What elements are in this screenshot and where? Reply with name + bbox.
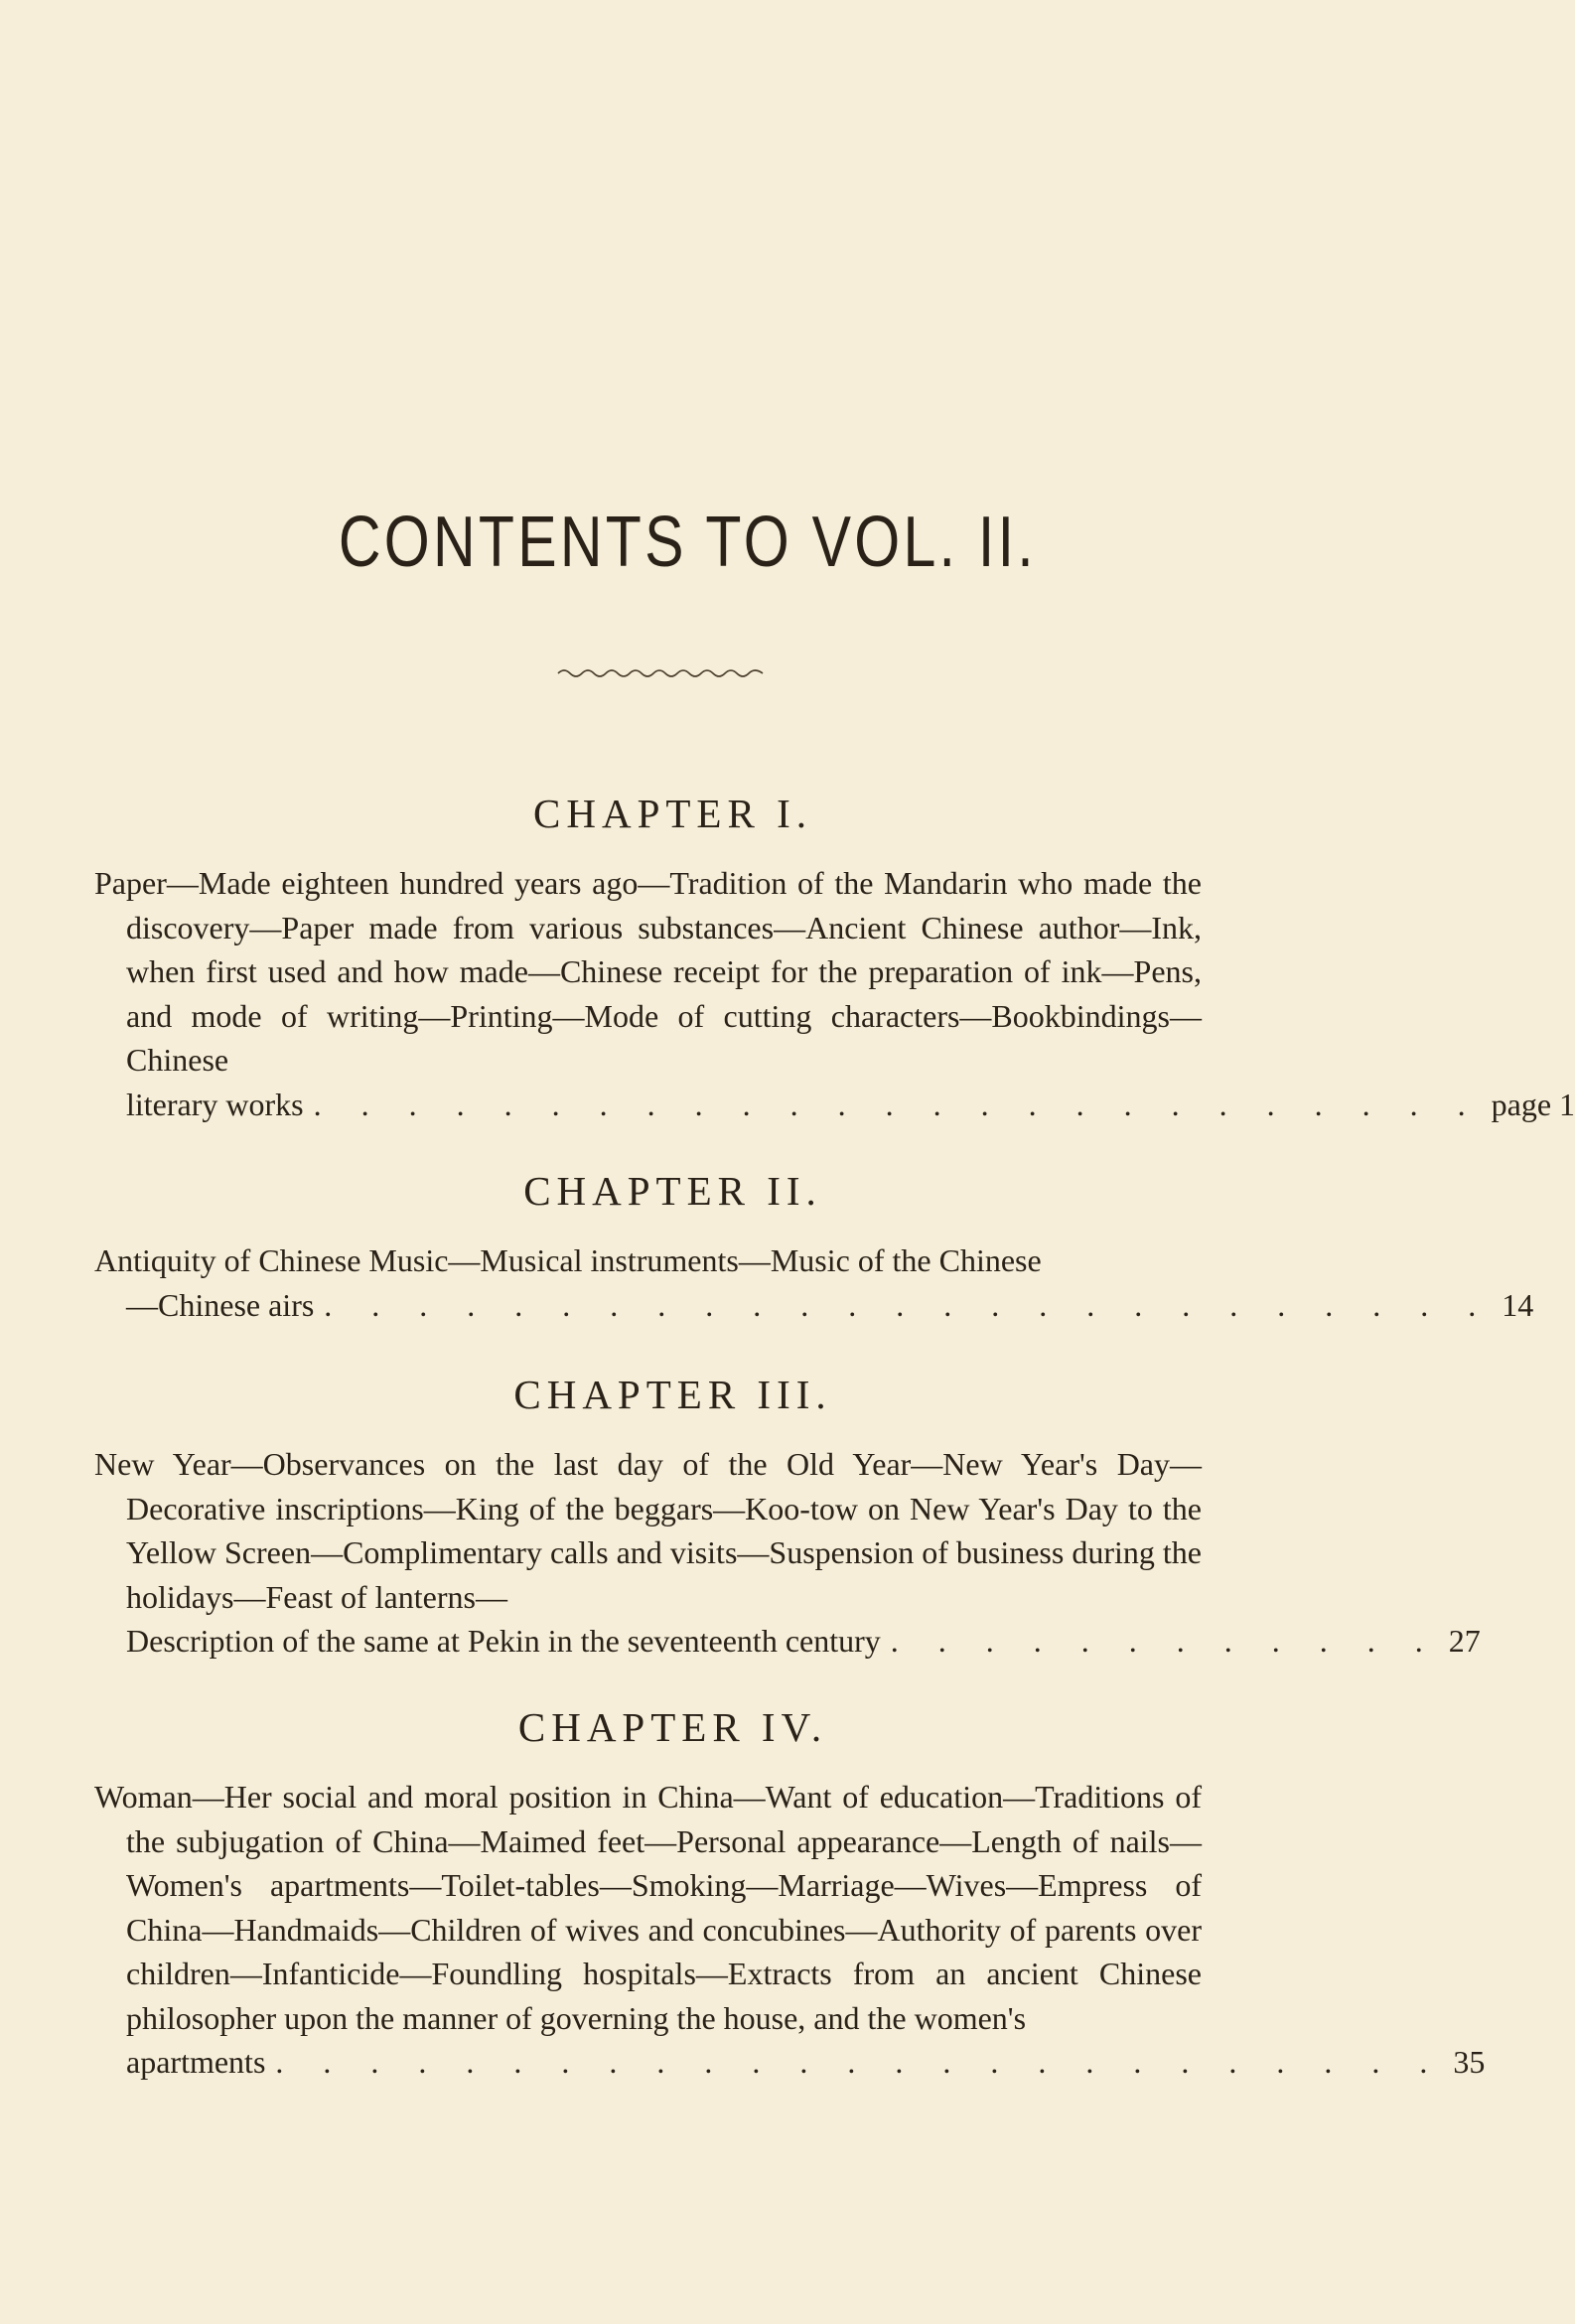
dot-leader: . . . . . . . . . . . . . . . . . . . . . . . . . bbox=[313, 1086, 1482, 1122]
page-number: 35 bbox=[1453, 2044, 1486, 2080]
chapter-summary-end: —Chinese airs bbox=[126, 1286, 315, 1323]
chapter-heading: CHAPTER II. bbox=[523, 1168, 822, 1214]
chapter-summary-end: apartments bbox=[126, 2044, 266, 2080]
ornament-divider bbox=[558, 663, 763, 683]
chapter-2 bbox=[94, 1167, 1534, 1327]
toc-entry-line bbox=[94, 1083, 1575, 1127]
dot-leader: . . . . . . . . . . . . . . . . . . . . . . . . . bbox=[324, 1286, 1493, 1323]
toc-entry-line bbox=[94, 1619, 1481, 1664]
chapter-summary-end: Description of the same at Pekin in the seventeenth century bbox=[126, 1623, 881, 1659]
chapter-summary-end: literary works bbox=[126, 1086, 304, 1122]
chapter-heading: CHAPTER III. bbox=[513, 1372, 832, 1417]
toc-entry-line bbox=[94, 1283, 1534, 1328]
chapter-heading: CHAPTER IV. bbox=[517, 1704, 828, 1750]
chapter-4 bbox=[94, 1703, 1486, 2085]
chapter-summary: New Year—Observances on the last day of the Old Year—New Year's Day—Decorative inscriptions—King of the beggars—Koo-tow on New Year's Day to the Yellow Screen—Complimentary calls and visits—Suspension of business during the holidays—Feast of lanterns— bbox=[94, 1446, 1202, 1615]
page-number: page 1 bbox=[1491, 1086, 1575, 1122]
page-number: 14 bbox=[1502, 1286, 1534, 1323]
chapter-summary: Paper—Made eighteen hundred years ago—Tradition of the Mandarin who made the discovery—Paper made from various substances—Ancient Chinese author—Ink, when first used and how made—Chinese receipt for the preparation of ink—Pens, and mode of writing—Printing—Mode of cutting characters—Bookbindings—Chinese bbox=[94, 865, 1202, 1078]
toc-entry-line bbox=[94, 2040, 1486, 2085]
page-number: 27 bbox=[1448, 1623, 1481, 1659]
chapter-summary: Woman—Her social and moral position in China—Want of education—Traditions of the subjugation of China—Maimed feet—Personal appearance—Length of nails—Women's apartments—Toilet-tables—Smoking—Marriage—Wives—Empress of China—Handmaids—Children of wives and concubines—Authority of parents over children—Infanticide—Foundling hospitals—Extracts from an ancient Chinese philosopher upon the manner of governing the house, and the women's bbox=[94, 1779, 1202, 2036]
chapter-3 bbox=[94, 1371, 1481, 1664]
chapter-heading: CHAPTER I. bbox=[533, 791, 812, 836]
chapter-summary: Antiquity of Chinese Music—Musical instruments—Music of the Chinese bbox=[94, 1242, 1042, 1278]
page-title: CONTENTS TO VOL. II. bbox=[338, 503, 1037, 582]
chapter-1 bbox=[94, 790, 1575, 1126]
dot-leader: . . . . . . . . . . . . bbox=[890, 1623, 1439, 1659]
dot-leader: . . . . . . . . . . . . . . . . . . . . . . . . . bbox=[275, 2044, 1444, 2080]
